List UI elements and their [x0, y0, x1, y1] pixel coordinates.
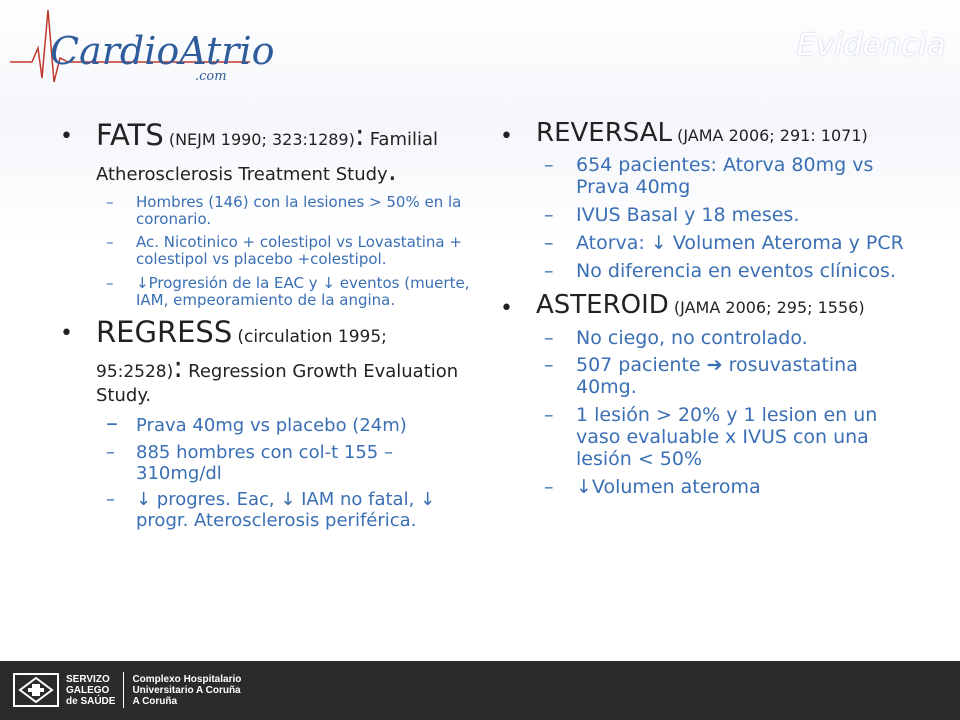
list-item: – 507 paciente ➔ rosuvastatina 40mg. [544, 354, 858, 399]
regress-desc: Regression Growth Evaluation Study. [96, 360, 459, 406]
bullet-dot: • [500, 124, 513, 149]
list-item: – No diferencia en eventos clínicos. [544, 259, 896, 282]
left-column [60, 118, 470, 538]
bullet-dot: • [60, 124, 73, 149]
fats-ref: (NEJM 1990; 323:1289) [168, 130, 355, 149]
asteroid-ref: (JAMA 2006; 295; 1556) [673, 298, 865, 318]
regress-item-1: Prava 40mg vs placebo (24m) [136, 415, 407, 437]
list-item: – ↓ progres. Eac, ↓ IAM no fatal, ↓ progr. Aterosclerosis periférica. [106, 489, 436, 532]
header [0, 0, 960, 95]
hospital-text [132, 674, 241, 707]
bullet-reversal [500, 118, 910, 149]
sergas-line-1: SERVIZO [66, 673, 110, 685]
sergas-logo [12, 667, 241, 713]
bullet-dot: • [500, 296, 513, 322]
list-item: – ↓Volumen ateroma [544, 475, 761, 498]
list-item: – Hombres (146) con la lesiones > 50% en la coronario. [106, 192, 462, 228]
bullet-regress [60, 315, 470, 406]
footer [0, 661, 960, 720]
right-column [500, 118, 910, 505]
asteroid-item-3: 1 lesión > 20% y 1 lesion en un vaso evaluable x IVUS con una lesión < 50% [576, 404, 878, 470]
hospital-line-1: Complexo Hospitalario [132, 673, 242, 685]
reversal-item-2: IVUS Basal y 18 meses. [576, 203, 800, 226]
bullet-asteroid [500, 290, 910, 321]
bullet-dot: • [60, 321, 73, 347]
asteroid-item-4: ↓Volumen ateroma [576, 475, 761, 498]
fats-item-3: ↓Progresión de la EAC y ↓ eventos (muerte, IAM, empeoramiento de la angina. [136, 273, 470, 309]
regress-ref: (circulation 1995; 95:2528) [96, 327, 387, 382]
list-item: – No ciego, no controlado. [544, 326, 808, 349]
asteroid-item-1: No ciego, no controlado. [576, 326, 808, 349]
regress-colon: : [173, 349, 184, 384]
footer-divider [123, 672, 124, 708]
sergas-line-2: GALEGO [66, 684, 110, 696]
fats-item-1: Hombres (146) con la lesiones > 50% en la coronario. [136, 192, 462, 228]
sergas-emblem-icon [12, 670, 60, 710]
fats-desc: Familial Atherosclerosis Treatment Study [96, 129, 439, 185]
reversal-item-1: 654 pacientes: Atorva 80mg vs Prava 40mg [576, 154, 874, 199]
reversal-item-4: No diferencia en eventos clínicos. [576, 259, 896, 282]
reversal-name: REVERSAL [536, 118, 673, 148]
sergas-text [66, 674, 115, 707]
hospital-line-3: A Coruña [132, 695, 178, 707]
regress-name: REGRESS [96, 315, 233, 350]
list-item: – Ac. Nicotinico + colestipol vs Lovastatina + colestipol vs placebo +colestipol. [106, 233, 462, 269]
fats-period: . [387, 152, 397, 187]
sergas-line-3: de SAÚDE [66, 695, 116, 707]
list-item: – Atorva: ↓ Volumen Ateroma y PCR [544, 231, 904, 254]
list-item: – 654 pacientes: Atorva 80mg vs Prava 40mg [544, 154, 874, 199]
regress-item-2: 885 hombres con col-t 155 – 310mg/dl [136, 441, 393, 484]
cardioatrio-logo [10, 8, 275, 88]
list-item: – ↓Progresión de la EAC y ↓ eventos (muerte, IAM, empeoramiento de la angina. [106, 273, 470, 309]
list-item: – IVUS Basal y 18 meses. [544, 203, 800, 226]
reversal-ref: (JAMA 2006; 291: 1071) [677, 126, 868, 145]
list-item: – 885 hombres con col-t 155 – 310mg/dl [106, 441, 393, 484]
asteroid-name: ASTEROID [536, 290, 669, 321]
logo-text: CardioAtrio [50, 29, 275, 73]
list-item: – 1 lesión > 20% y 1 lesion en un vaso evaluable x IVUS con una lesión < 50% [544, 404, 878, 470]
bullet-fats [60, 118, 470, 188]
hospital-line-2: Universitario A Coruña [132, 684, 241, 696]
list-item: – Prava 40mg vs placebo (24m) [106, 409, 407, 438]
regress-item-3: ↓ progres. Eac, ↓ IAM no fatal, ↓ progr. Aterosclerosis periférica. [136, 489, 436, 532]
reversal-item-3: Atorva: ↓ Volumen Ateroma y PCR [576, 231, 904, 254]
slide-title: Evidencia [796, 28, 946, 63]
fats-item-2: Ac. Nicotinico + colestipol vs Lovastatina + colestipol vs placebo +colestipol. [136, 233, 462, 269]
asteroid-item-2: 507 paciente ➔ rosuvastatina 40mg. [576, 354, 858, 399]
logo-subtext: .com [195, 69, 227, 84]
fats-name: FATS [96, 118, 164, 152]
fats-colon: : [354, 118, 365, 152]
